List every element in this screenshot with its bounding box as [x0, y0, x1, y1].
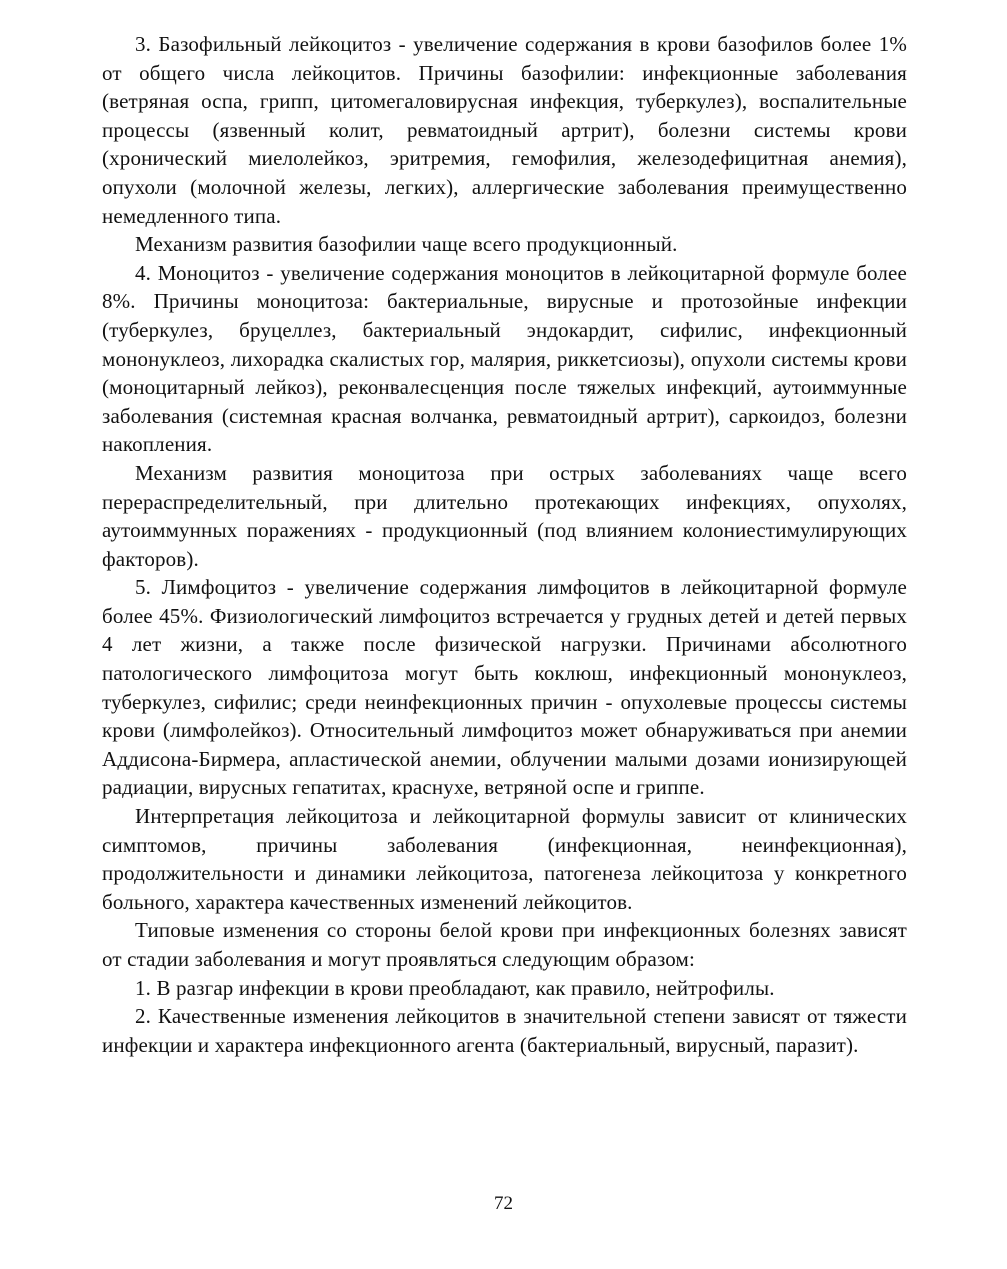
page-number: 72	[494, 1193, 513, 1214]
paragraph-basophilia-mechanism: Механизм развития базофилии чаще всего продукционный.	[135, 232, 678, 257]
paragraph-interpretation: Интерпретация лейкоцитоза и лейкоцитарной формулы зависит от клинических симптомов, причины заболевания (инфекционная, неинфекционная), продолжительности и динамики лейкоцитоза, патогенеза лейкоцитоза у конкретного больного, характера качественных изменений лейкоцитов.	[102, 804, 907, 914]
paragraph-lymphocytosis: 5. Лимфоцитоз - увеличение содержания лимфоцитов в лейкоцитарной формуле более 45%. Физиологический лимфоцитоз встречается у грудных детей и детей первых 4 лет жизни, а также после физической нагрузки. Причинами абсолютного патологического лимфоцитоза могут быть коклюш, инфекционный мононуклеоз, туберкулез, сифилис; среди неинфекционных причин - опухолевые процессы системы крови (лимфолейкоз). Относительный лимфоцитоз может обнаруживаться при анемии Аддисона-Бирмера, апластической анемии, облучении малыми дозами ионизирующей радиации, вирусных гепатитах, краснухе, ветряной оспе и гриппе.	[102, 575, 907, 800]
paragraph-item-1: 1. В разгар инфекции в крови преобладают, как правило, нейтрофилы.	[135, 975, 775, 1000]
paragraph-item-2: 2. Качественные изменения лейкоцитов в значительной степени зависят от тяжести инфекции и характера инфекционного агента (бактериальный, вирусный, паразит).	[102, 1004, 907, 1057]
paragraph-typical-changes: Типовые изменения со стороны белой крови при инфекционных болезнях зависят от стадии заболевания и могут проявляться следующим образом:	[102, 918, 907, 971]
paragraph-monocytosis: 4. Моноцитоз - увеличение содержания моноцитов в лейкоцитарной формуле более 8%. Причины моноцитоза: бактериальные, вирусные и протозойные инфекции (туберкулез, бруцеллез, бактериальный эндокардит, сифилис, инфекционный мононуклеоз, лихорадка скалистых гор, малярия, риккетсиозы), опухоли системы крови (моноцитарный лейкоз), реконвалесценция после тяжелых инфекций, аутоиммунные заболевания (системная красная волчанка, ревматоидный артрит), саркоидоз, болезни накопления.	[102, 260, 907, 457]
page-body	[102, 30, 907, 1059]
paragraph-basophilic-leukocytosis: 3. Базофильный лейкоцитоз - увеличение содержания в крови базофилов более 1% от общего числа лейкоцитов. Причины базофилии: инфекционные заболевания (ветряная оспа, грипп, цитомегаловирусная инфекция, туберкулез), воспалительные процессы (язвенный колит, ревматоидный артрит), болезни системы крови (хронический миелолейкоз, эритремия, гемофилия, железодефицитная анемия), опухоли (молочной железы, легких), аллергические заболевания преимущественно немедленного типа.	[102, 32, 907, 228]
paragraph-monocytosis-mechanism: Механизм развития моноцитоза при острых заболеваниях чаще всего перераспределительный, при длительно протекающих инфекциях, опухолях, аутоиммунных поражениях - продукционный (под влиянием колониестимулирующих факторов).	[102, 460, 907, 571]
